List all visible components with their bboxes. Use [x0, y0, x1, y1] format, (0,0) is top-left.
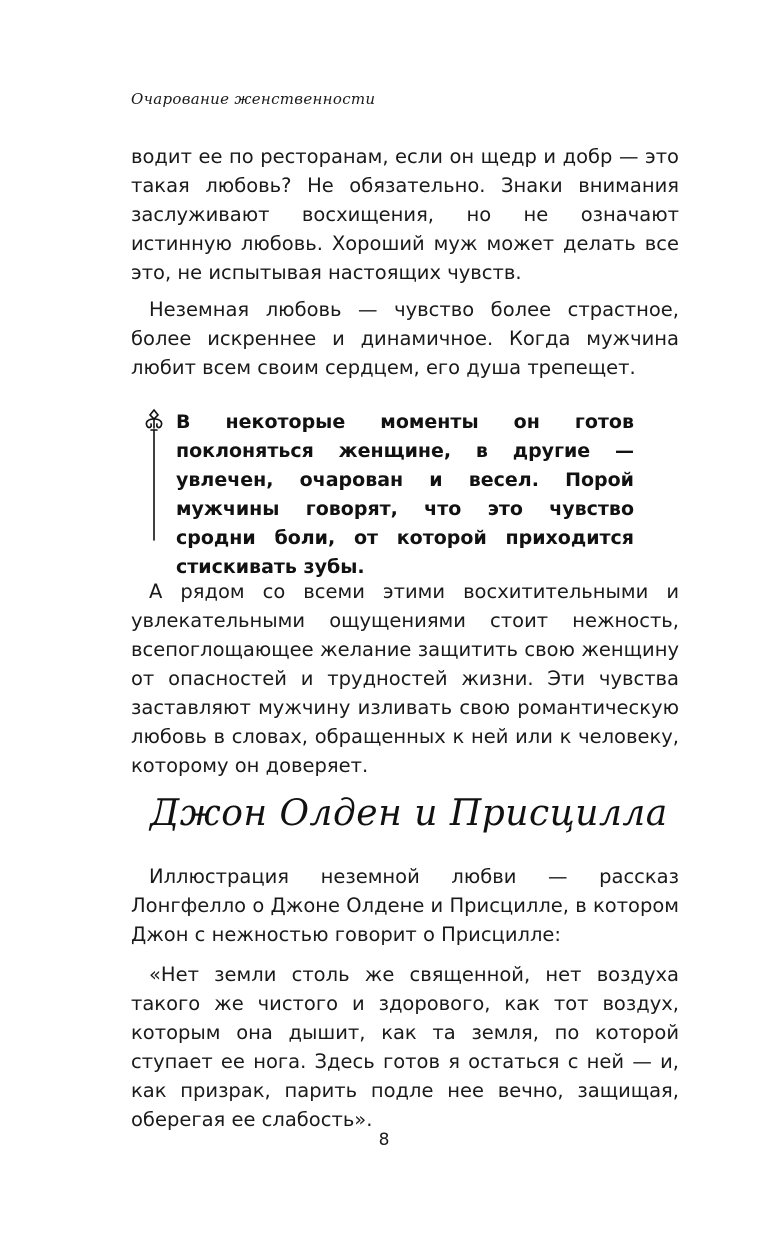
running-header: Очарование женственности — [131, 90, 376, 108]
body-paragraph: Иллюстрация неземной любви — рассказ Лонгфелло о Джоне Олдене и Присцилле, в котором Джон с нежностью говорит о Присцилле: — [131, 865, 679, 946]
body-paragraph: А рядом со всеми этими восхитительными и увлекательными ощущениями стоит нежность, всепоглощающее желание защитить свою женщину от опасностей и трудностей жизни. Эти чувства заставляют мужчину изливать свою романтическую любовь в словах, обращенных к ней или к человеку, которому он доверяет. — [131, 580, 679, 777]
highlight-quote-block — [142, 408, 682, 578]
fleur-ornament-icon — [142, 408, 166, 542]
body-paragraph: водит ее по ресторанам, если он щедр и добр — это такая любовь? Не обязательно. Знаки внимания заслуживают восхищения, но не означают истинную любовь. Хороший муж может делать все это, не испытывая настоящих чувств. — [131, 145, 679, 284]
highlight-quote-text: В некоторые моменты он готов поклоняться женщине, в другие — увлечен, очарован и весел. Порой мужчины говорят, что это чувство сродни боли, от которой приходится стискивать зубы. — [176, 411, 634, 578]
section-heading: Джон Олден и Присцилла — [150, 793, 668, 834]
page-number: 8 — [378, 1130, 390, 1150]
body-paragraph: Неземная любовь — чувство более страстное, более искреннее и динамичное. Когда мужчина любит всем своим сердцем, его душа трепещет. — [131, 298, 679, 379]
quoted-paragraph: «Нет земли столь же священной, нет воздуха такого же чистого и здорового, как тот воздух, которым она дышит, как та земля, по которой ступает ее нога. Здесь готов я остаться с ней — и, как призрак, парить подле нее вечно, защищая, оберегая ее слабость». — [131, 963, 679, 1131]
